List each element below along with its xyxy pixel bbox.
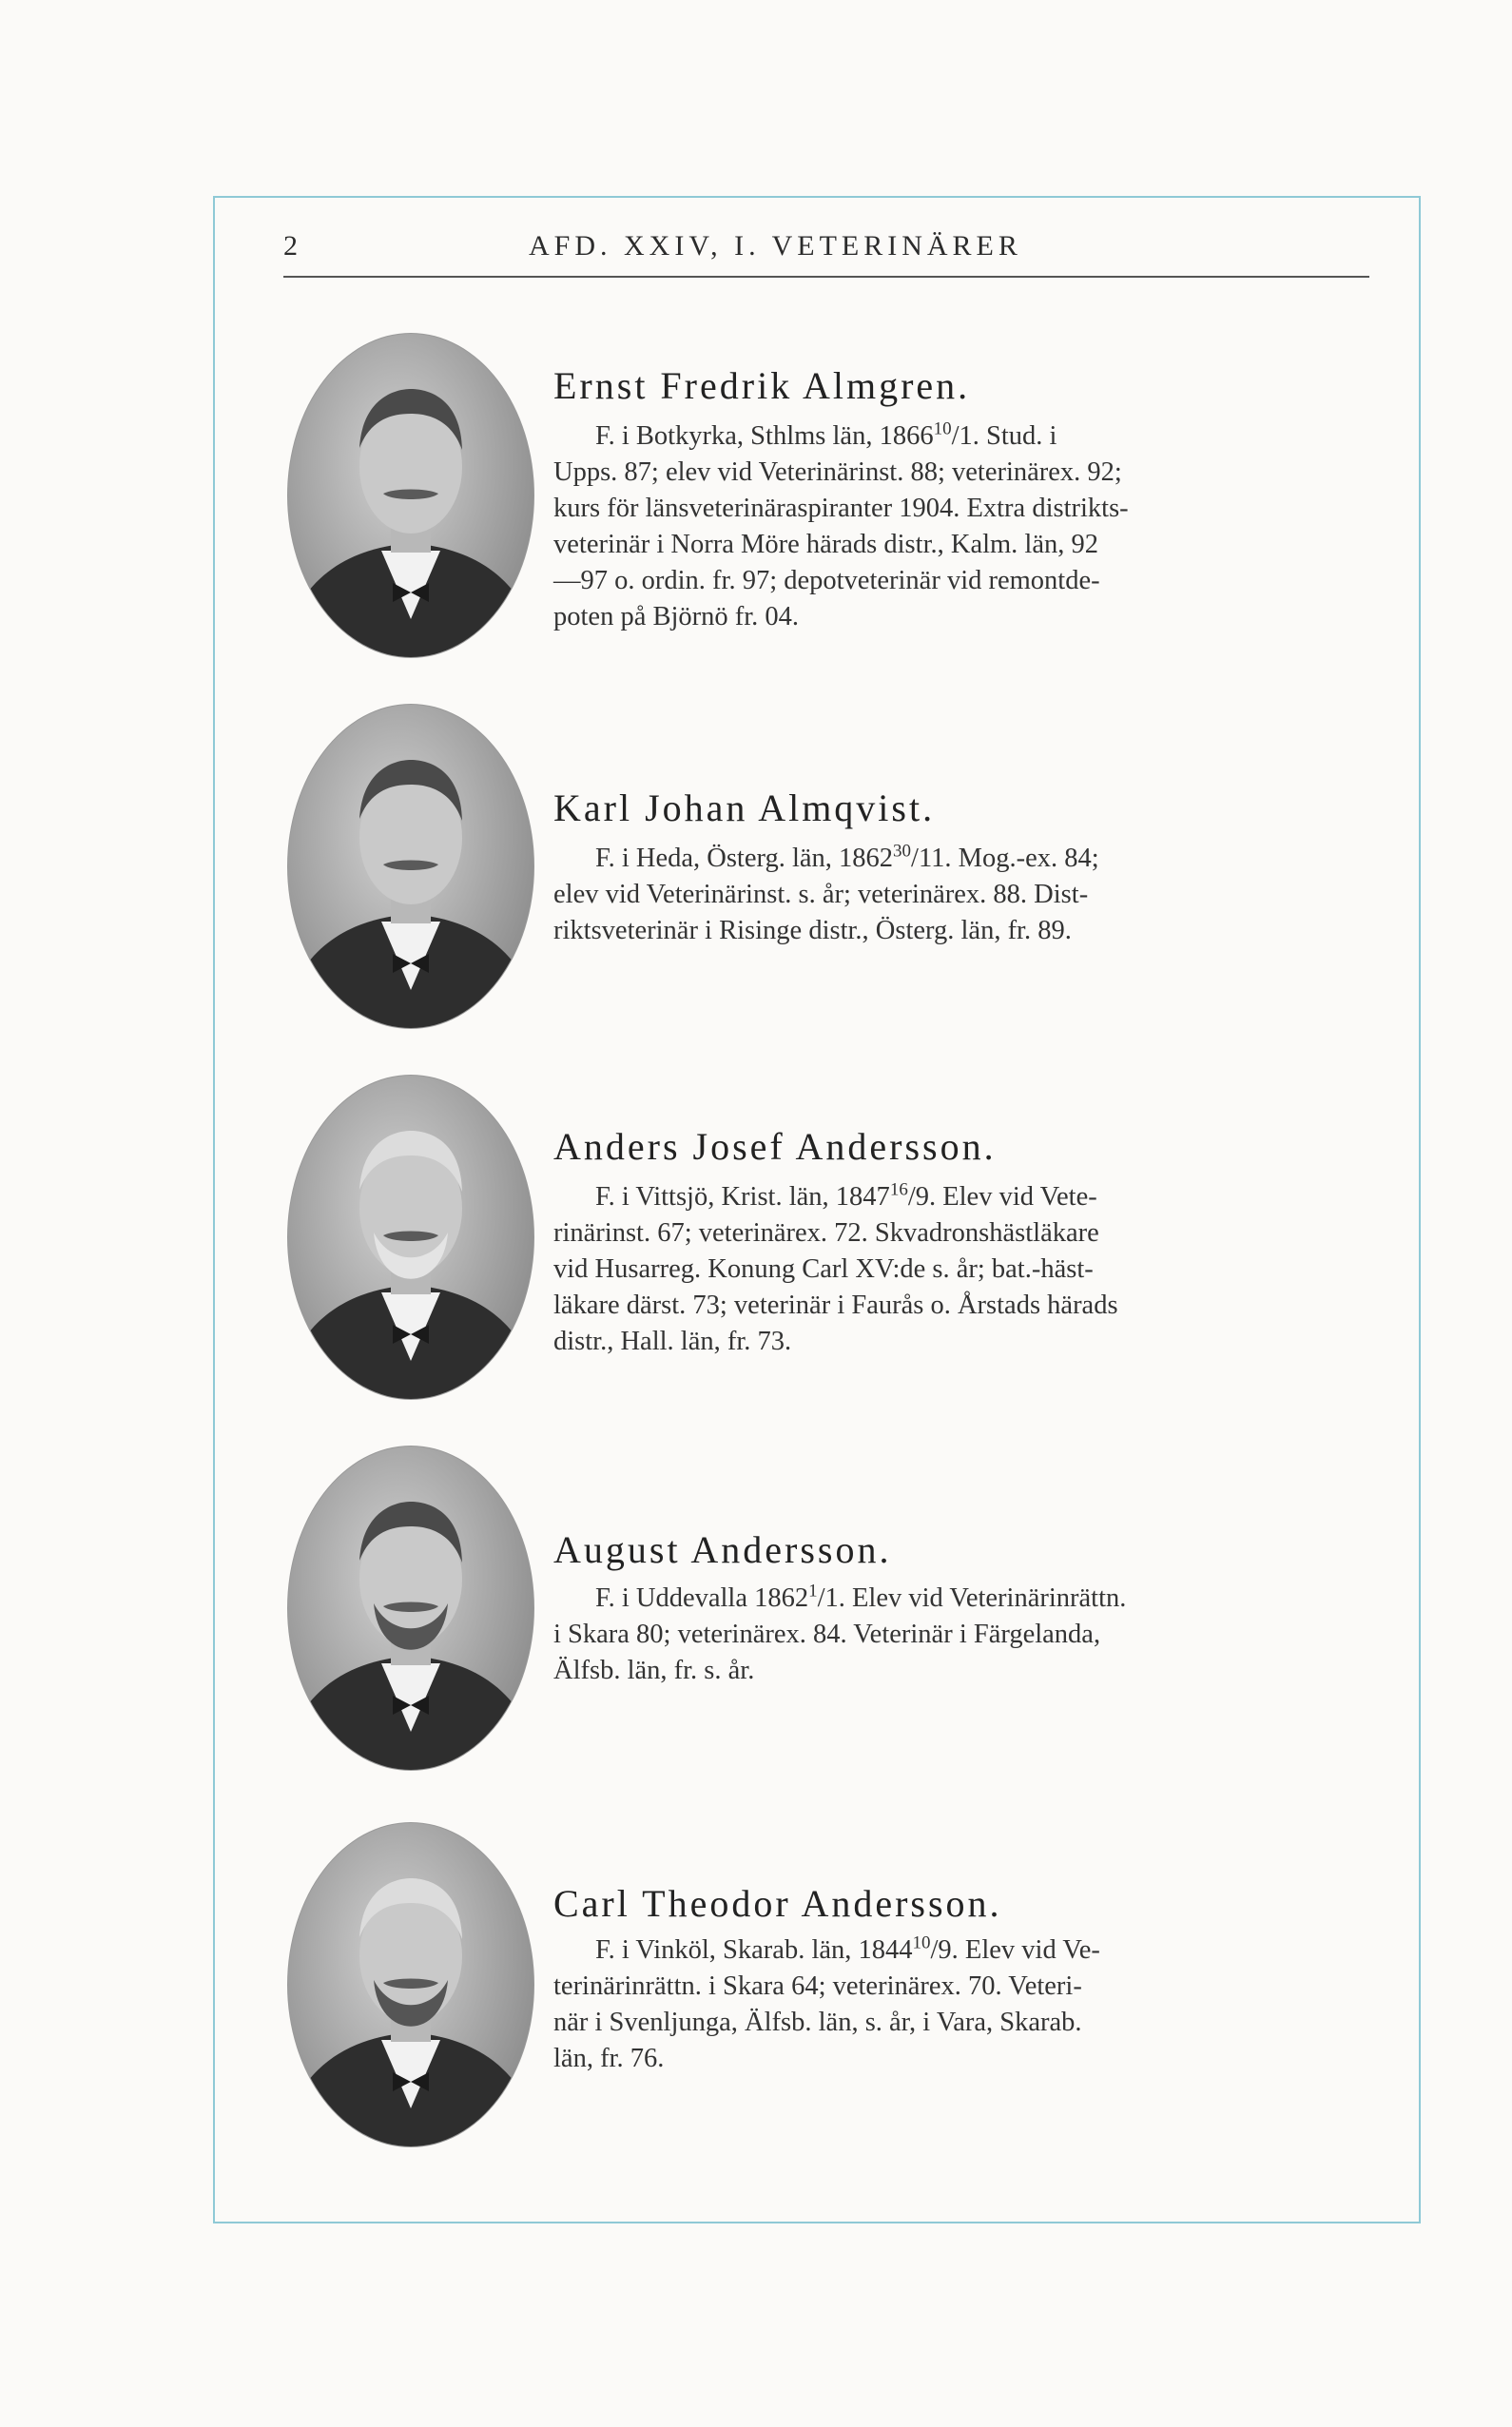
biography-text-run: F. i Vittsjö, Krist. län, 1847: [595, 1182, 890, 1212]
portrait-figure: [288, 1446, 533, 1770]
portrait-photo: [287, 704, 534, 1029]
birth-day-superscript: 10: [933, 418, 952, 439]
biography-text: [553, 841, 1362, 949]
biography-text-run: läkare därst. 73; veterinär i Faurås o. Årstads härads: [553, 1291, 1118, 1320]
biography-text-run: vid Husarreg. Konung Carl XV:de s. år; bat.-häst-: [553, 1254, 1094, 1284]
biography-text: [553, 1179, 1362, 1360]
biography-text-run: län, fr. 76.: [553, 2044, 665, 2073]
person-name: Ernst Fredrik Almgren.: [553, 364, 971, 407]
running-head-title: AFD. XXIV, I. VETERINÄRER: [529, 230, 1022, 262]
biography-text-run: kurs för länsveterinäraspiranter 1904. Extra distrikts-: [553, 494, 1129, 523]
birth-day-superscript: 30: [893, 841, 912, 862]
biography-line: [553, 599, 1362, 635]
person-name: Anders Josef Andersson.: [553, 1125, 997, 1168]
biography-line: [553, 841, 1362, 877]
biography-line: [553, 455, 1362, 491]
page-number: 2: [283, 230, 302, 262]
biography-line: [553, 913, 1362, 949]
portrait-photo: [287, 1075, 534, 1400]
biography-line: [553, 1215, 1362, 1252]
biography-text-run: /9. Elev vid Ve-: [930, 1935, 1100, 1965]
biography-text-run: distr., Hall. län, fr. 73.: [553, 1327, 792, 1356]
biography-text-run: veterinär i Norra Möre härads distr., Kalm. län, 92: [553, 530, 1098, 559]
portrait-figure: [288, 1076, 533, 1399]
biography-text-run: terinärinrättn. i Skara 64; veterinärex. 70. Veteri-: [553, 1971, 1082, 2001]
biography-text-run: F. i Heda, Österg. län, 1862: [595, 844, 894, 873]
portrait-photo: [287, 1446, 534, 1771]
portrait-photo: [287, 1822, 534, 2147]
biography-text-run: rinärinst. 67; veterinärex. 72. Skvadronshästläkare: [553, 1218, 1099, 1248]
biography-text-run: F. i Botkyrka, Sthlms län, 1866: [595, 421, 934, 451]
portrait-figure: [288, 334, 533, 657]
biography-line: [553, 2005, 1362, 2041]
birth-day-superscript: 16: [889, 1179, 908, 1200]
biography-line: [553, 491, 1362, 527]
biography-line: [553, 1969, 1362, 2005]
biography-text-run: riktsveterinär i Risinge distr., Österg. län, fr. 89.: [553, 916, 1072, 945]
biography-line: [553, 418, 1362, 455]
biography-line: [553, 1581, 1362, 1617]
person-name: Karl Johan Almqvist.: [553, 786, 936, 829]
biography-text-run: Upps. 87; elev vid Veterinärinst. 88; veterinärex. 92;: [553, 457, 1122, 487]
birth-day-superscript: 1: [808, 1581, 818, 1602]
biography-text-run: i Skara 80; veterinärex. 84. Veterinär i Färgelanda,: [553, 1620, 1101, 1649]
biography-text-run: F. i Vinköl, Skarab. län, 1844: [595, 1935, 913, 1965]
person-name: Carl Theodor Andersson.: [553, 1882, 1002, 1925]
biography-text-run: Älfsb. län, fr. s. år.: [553, 1656, 755, 1685]
biography-text-run: F. i Uddevalla 1862: [595, 1583, 809, 1613]
biography-line: [553, 1617, 1362, 1653]
biography-text-run: —97 o. ordin. fr. 97; depotveterinär vid remontde-: [553, 566, 1100, 595]
biography-text-run: när i Svenljunga, Älfsb. län, s. år, i Vara, Skarab.: [553, 2008, 1082, 2037]
biography-line: [553, 877, 1362, 913]
biography-line: [553, 2041, 1362, 2077]
biography-text-run: poten på Björnö fr. 04.: [553, 602, 800, 631]
biography-line: [553, 1288, 1362, 1324]
biography-line: [553, 563, 1362, 599]
biography-line: [553, 1179, 1362, 1215]
biography-text: [553, 1581, 1362, 1689]
biography-line: [553, 527, 1362, 563]
biography-line: [553, 1324, 1362, 1360]
biography-text-run: elev vid Veterinärinst. s. år; veterinärex. 88. Dist-: [553, 880, 1089, 909]
biography-text-run: /1. Elev vid Veterinärinrättn.: [817, 1583, 1127, 1613]
biography-line: [553, 1252, 1362, 1288]
biography-text: [553, 418, 1362, 635]
biography-line: [553, 1653, 1362, 1689]
biography-text: [553, 1932, 1362, 2077]
biography-text-run: /11. Mog.-ex. 84;: [911, 844, 1099, 873]
biography-line: [553, 1932, 1362, 1969]
biography-text-run: /9. Elev vid Vete-: [907, 1182, 1097, 1212]
birth-day-superscript: 10: [912, 1932, 931, 1953]
biography-text-run: /1. Stud. i: [951, 421, 1057, 451]
portrait-figure: [288, 1823, 533, 2146]
portrait-figure: [288, 705, 533, 1028]
person-name: August Andersson.: [553, 1528, 892, 1571]
running-header: [283, 228, 1369, 278]
portrait-photo: [287, 333, 534, 658]
